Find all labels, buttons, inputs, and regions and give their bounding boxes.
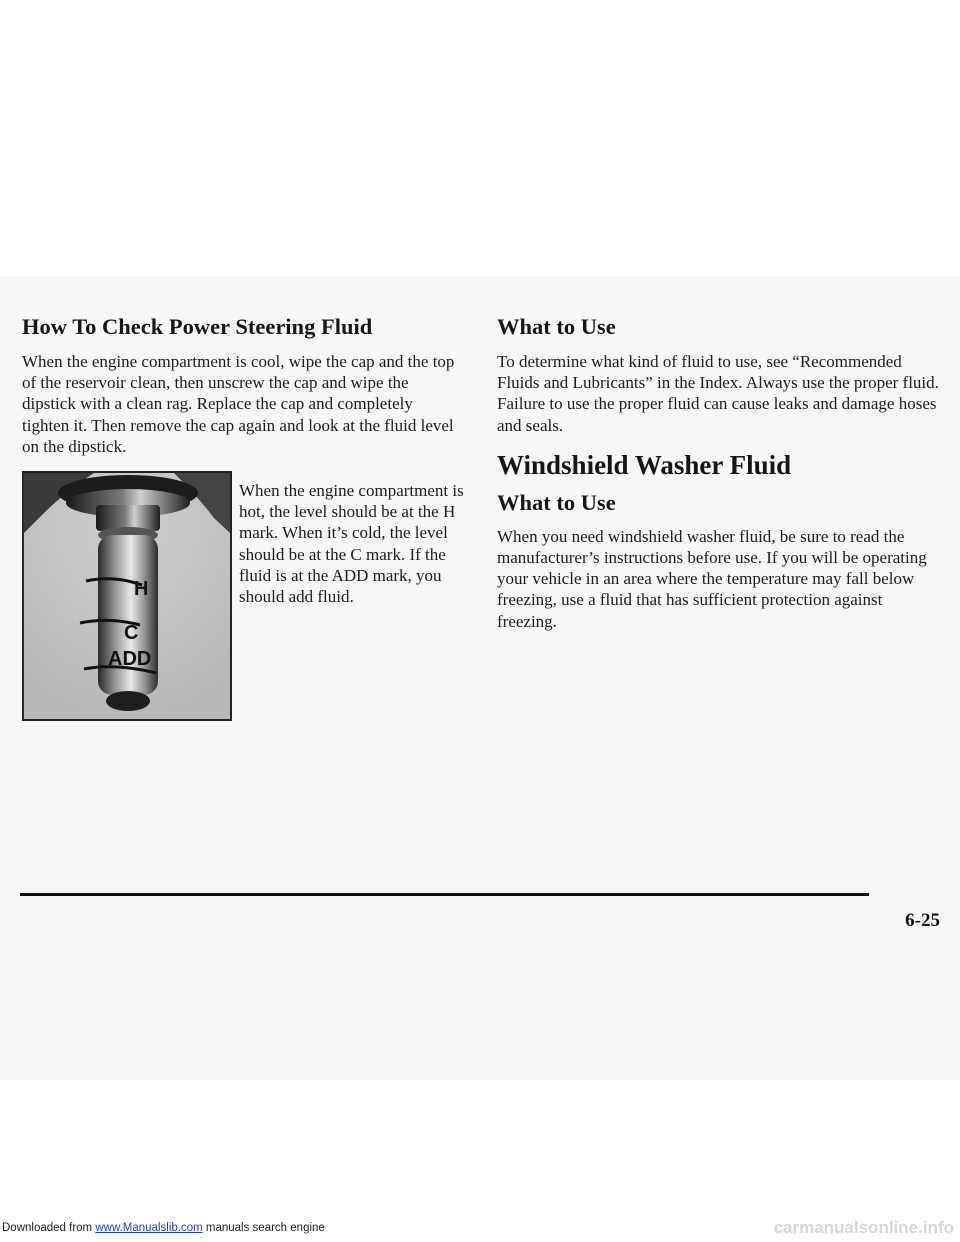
what-to-use-heading-1: What to Use <box>497 314 616 339</box>
add-mark-label: ADD <box>108 648 152 671</box>
power-steering-intro: When the engine compartment is cool, wipe the cap and the top of the reservoir clean, then unscrew the cap and wipe the dipstick with a clean rag. Replace the cap and completely tighten it. Then remove the cap again and look at the fluid level on the dipstick. <box>22 352 455 456</box>
dipstick-figure-block <box>22 471 462 719</box>
windshield-washer-fluid-title: Windshield Washer Fluid <box>497 449 792 480</box>
c-mark-label: C <box>124 622 139 645</box>
page-number: 6-25 <box>905 910 940 931</box>
left-column <box>22 312 462 719</box>
footer-suffix: manuals search engine <box>202 1222 325 1234</box>
footer-prefix: Downloaded from <box>2 1222 96 1234</box>
h-mark-label: H <box>134 578 149 601</box>
dipstick-caption: When the engine compartment is hot, the level should be at the H mark. When it’s cold, the level should be at the C mark. If the fluid is at the ADD mark, you should add fluid. <box>239 481 464 607</box>
download-footer <box>2 1222 325 1234</box>
manualslib-link[interactable]: www.Manualslib.com <box>95 1222 203 1234</box>
washer-fluid-text: When you need windshield washer fluid, be sure to read the manufacturer’s instructions before use. If you will be operating your vehicle in an area where the temperature may fall below freezing, use a fluid that has sufficient protection against freezing. <box>497 526 927 631</box>
dipstick-illustration <box>22 471 232 721</box>
right-column <box>497 312 942 632</box>
site-watermark: carmanualsonline.info <box>773 1218 954 1237</box>
power-steering-fluid-type-text: To determine what kind of fluid to use, see “Recommended Fluids and Lubricants” in the Index. Always use the proper fluid. Failure to use the proper fluid can cause leaks and damage hoses and seals. <box>497 352 939 435</box>
what-to-use-heading-2: What to Use <box>497 489 616 515</box>
dipstick-image <box>24 473 230 719</box>
power-steering-heading: How To Check Power Steering Fluid <box>22 314 373 339</box>
footer-rule <box>20 893 869 896</box>
